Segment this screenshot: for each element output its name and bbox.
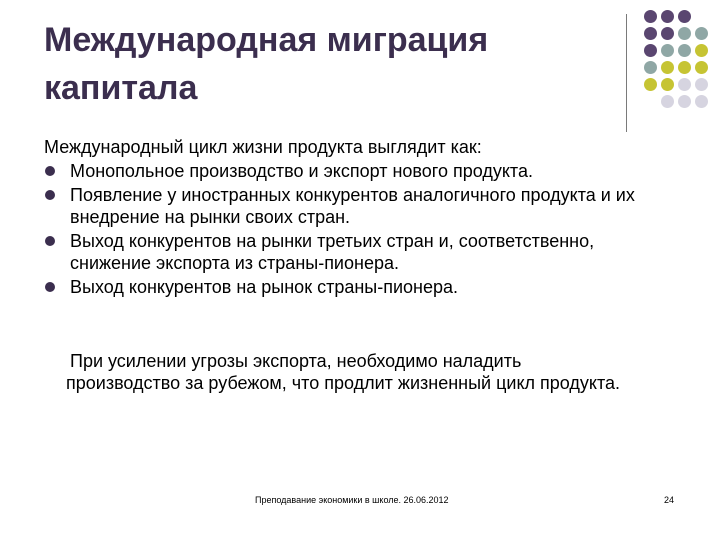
decor-dot	[661, 61, 674, 74]
decor-dot	[695, 27, 708, 40]
decor-dot	[661, 27, 674, 40]
decor-dot	[661, 78, 674, 91]
decor-dot	[695, 95, 708, 108]
decor-dot	[678, 95, 691, 108]
bullet-list	[44, 160, 644, 298]
slide-footer	[0, 493, 720, 507]
decor-dot	[678, 27, 691, 40]
bullet-text: Выход конкурентов на рынок страны-пионера.	[70, 277, 458, 297]
decor-dot	[678, 44, 691, 57]
slide-body	[44, 136, 644, 300]
decor-dot	[678, 78, 691, 91]
decorative-divider	[626, 14, 627, 132]
bullet-item	[44, 184, 644, 228]
decor-dot	[644, 44, 657, 57]
slide-title: Международная миграция капитала	[44, 21, 489, 107]
decor-dot	[644, 61, 657, 74]
bullet-text: Появление у иностранных конкурентов аналогичного продукта и их внедрение на рынки своих стран.	[70, 185, 635, 227]
bullet-text: Выход конкурентов на рынки третьих стран и, соответственно, снижение экспорта из страны-пионера.	[70, 231, 595, 273]
decor-dot	[661, 10, 674, 23]
decorative-dot-grid	[640, 10, 720, 120]
bullet-item	[44, 276, 644, 298]
decor-dot	[695, 44, 708, 57]
bullet-dot-icon	[45, 190, 55, 200]
slide-number: 24	[664, 495, 675, 505]
intro-text: Международный цикл жизни продукта выглядит как:	[44, 137, 482, 157]
decor-dot	[678, 61, 691, 74]
decor-dot	[695, 61, 708, 74]
conclusion-text: При усилении угрозы экспорта, необходимо наладить производство за рубежом, что продлит жизненный цикл продукта.	[66, 351, 621, 393]
decor-dot	[678, 10, 691, 23]
conclusion-paragraph	[66, 350, 636, 394]
decor-dot	[661, 95, 674, 108]
bullet-item	[44, 160, 644, 182]
bullet-dot-icon	[45, 282, 55, 292]
bullet-text: Монопольное производство и экспорт нового продукта.	[70, 161, 533, 181]
decor-dot	[644, 10, 657, 23]
bullet-dot-icon	[45, 166, 55, 176]
decor-dot	[644, 78, 657, 91]
decor-dot	[661, 44, 674, 57]
bullet-dot-icon	[45, 236, 55, 246]
decor-dot	[695, 78, 708, 91]
footer-text: Преподавание экономики в школе. 26.06.2012	[255, 495, 449, 505]
decor-dot	[644, 27, 657, 40]
bullet-item	[44, 230, 644, 274]
